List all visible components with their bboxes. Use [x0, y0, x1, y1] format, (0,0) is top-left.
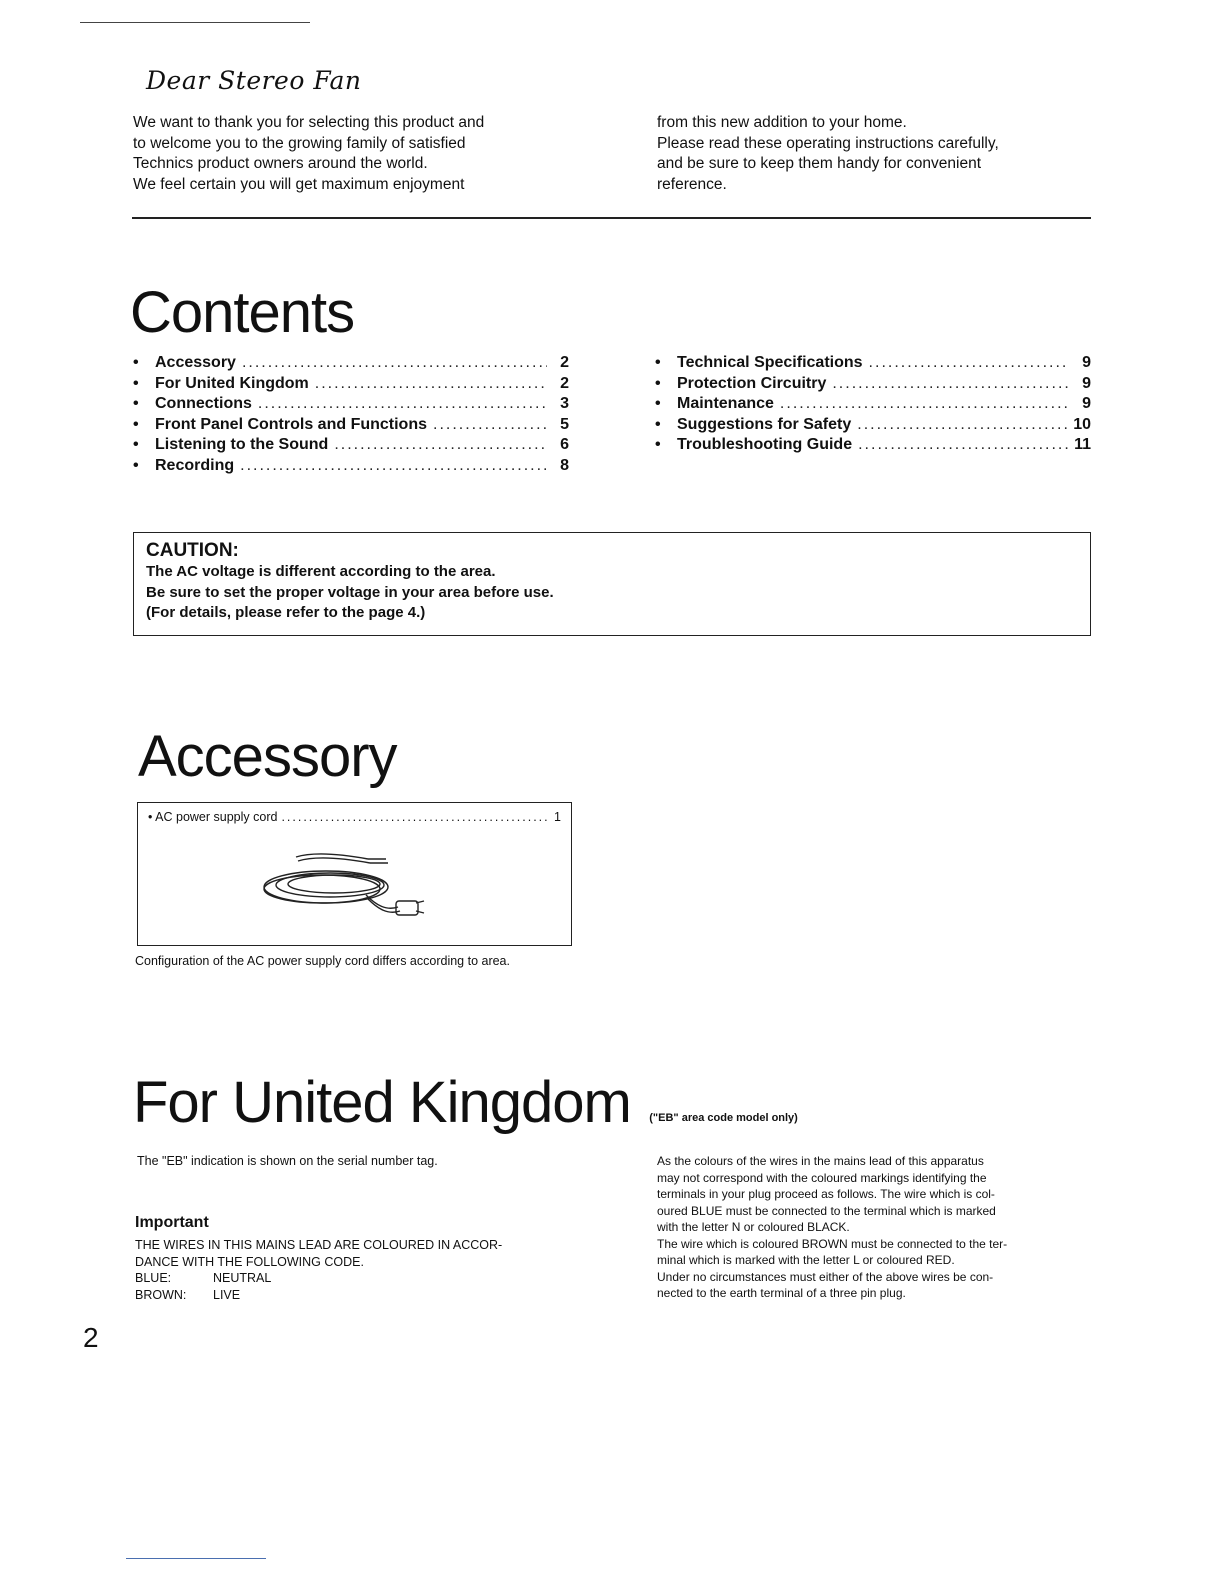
page-number: 2 — [83, 1322, 99, 1353]
accessory-item — [138, 803, 571, 824]
toc-page: 9 — [1082, 395, 1091, 412]
toc-label: Recording — [155, 456, 235, 474]
toc-page: 2 — [560, 374, 569, 392]
toc-page: 8 — [560, 456, 569, 474]
bullet: • — [133, 456, 139, 474]
intro-right-line: from this new addition to your home. — [657, 114, 907, 131]
bullet: • — [655, 354, 661, 371]
toc-entry[interactable] — [133, 374, 569, 395]
wiring-line: The wire which is coloured BROWN must be connected to the ter- — [657, 1236, 1008, 1251]
intro-left-line: to welcome you to the growing family of satisfied — [133, 134, 466, 152]
toc-entry[interactable] — [133, 353, 569, 374]
toc-entry[interactable] — [655, 353, 1091, 374]
bullet: • — [655, 436, 661, 453]
intro-left-line: We feel certain you will get maximum enjoyment — [133, 175, 465, 193]
leader-dots — [315, 374, 547, 395]
bullet: • — [655, 415, 661, 433]
toc-page: 9 — [1082, 354, 1091, 371]
toc-label: For United Kingdom — [155, 374, 309, 392]
wire-color: BROWN: — [135, 1287, 187, 1302]
toc-label: Connections — [155, 395, 252, 412]
leader-dots — [832, 374, 1069, 395]
contents-left-column — [133, 353, 569, 476]
leader-dots — [780, 394, 1069, 415]
eb-indication-text: The "EB" indication is shown on the serial number tag. — [137, 1154, 438, 1168]
toc-label: Technical Specifications — [677, 354, 863, 371]
toc-label: Suggestions for Safety — [677, 415, 852, 433]
intro-right-line: Please read these operating instructions carefully, — [657, 134, 999, 152]
accessory-item-label: • AC power supply cord — [148, 810, 278, 824]
leader-dots — [281, 810, 550, 824]
leader-dots — [334, 435, 547, 456]
important-title: Important — [135, 1214, 209, 1231]
important-text — [135, 1237, 585, 1303]
wiring-line: with the letter N or coloured BLACK. — [657, 1220, 850, 1234]
bullet: • — [133, 374, 139, 392]
toc-label: Troubleshooting Guide — [677, 436, 853, 453]
wire-code-row — [135, 1287, 585, 1304]
bullet: • — [655, 374, 661, 392]
wiring-line: As the colours of the wires in the mains lead of this apparatus — [657, 1154, 984, 1168]
bullet: • — [133, 354, 139, 371]
toc-page: 10 — [1073, 415, 1091, 433]
intro-left — [133, 113, 573, 195]
leader-dots — [242, 353, 547, 374]
intro-left-line: Technics product owners around the world. — [133, 155, 428, 172]
toc-entry[interactable] — [133, 456, 569, 477]
toc-page: 2 — [560, 354, 569, 371]
toc-page: 11 — [1074, 436, 1091, 453]
toc-label: Front Panel Controls and Functions — [155, 415, 427, 433]
intro-right-line: and be sure to keep them handy for convenient — [657, 155, 981, 172]
important-line: DANCE WITH THE FOLLOWING CODE. — [135, 1254, 364, 1269]
bullet: • — [133, 395, 139, 412]
leader-dots — [869, 353, 1069, 374]
wiring-line: nected to the earth terminal of a three pin plug. — [657, 1286, 906, 1300]
wiring-line: minal which is marked with the letter L or coloured RED. — [657, 1253, 955, 1267]
uk-title-note: ("EB" area code model only) — [649, 1111, 798, 1124]
toc-page: 3 — [560, 395, 569, 412]
leader-dots — [857, 415, 1067, 436]
toc-label: Accessory — [155, 354, 236, 371]
accessory-box — [137, 802, 572, 946]
top-rule — [80, 22, 310, 23]
section-divider — [132, 217, 1091, 219]
accessory-title: Accessory — [138, 724, 397, 789]
wire-meaning: NEUTRAL — [213, 1271, 272, 1285]
toc-entry[interactable] — [655, 374, 1091, 395]
accessory-note: Configuration of the AC power supply cord differs according to area. — [135, 954, 510, 968]
toc-page: 6 — [560, 436, 569, 453]
uk-heading — [133, 1070, 798, 1135]
wiring-line: may not correspond with the coloured markings identifying the — [657, 1170, 987, 1185]
leader-dots — [433, 415, 547, 436]
toc-page: 9 — [1082, 374, 1091, 392]
wiring-line: oured BLUE must be connected to the terminal which is marked — [657, 1203, 996, 1218]
leader-dots — [240, 456, 547, 477]
wire-color: BLUE: — [135, 1271, 172, 1285]
caution-title: CAUTION: — [146, 540, 239, 561]
toc-label: Listening to the Sound — [155, 436, 329, 453]
contents-title: Contents — [130, 280, 355, 345]
intro-right-line: reference. — [657, 175, 727, 193]
toc-entry[interactable] — [655, 415, 1091, 436]
toc-label: Protection Circuitry — [677, 374, 827, 392]
toc-entry[interactable] — [133, 415, 569, 436]
bullet: • — [133, 436, 139, 453]
contents-right-column — [655, 353, 1091, 456]
toc-entry[interactable] — [133, 394, 569, 415]
toc-label: Maintenance — [677, 395, 774, 412]
wiring-line: terminals in your plug proceed as follows. The wire which is col- — [657, 1187, 995, 1201]
greeting-heading: Dear Stereo Fan — [146, 66, 362, 95]
toc-entry[interactable] — [655, 435, 1091, 456]
leader-dots — [858, 435, 1068, 456]
bottom-rule — [126, 1558, 266, 1559]
caution-line: The AC voltage is different according to the area. — [146, 563, 496, 580]
caution-line: (For details, please refer to the page 4.) — [146, 604, 426, 621]
caution-box — [133, 532, 1091, 636]
power-cord-illustration — [256, 845, 436, 921]
caution-line: Be sure to set the proper voltage in your area before use. — [146, 583, 554, 601]
bullet: • — [133, 415, 139, 433]
important-line: THE WIRES IN THIS MAINS LEAD ARE COLOURED IN ACCOR- — [135, 1238, 503, 1252]
wire-code-row — [135, 1270, 585, 1287]
toc-entry[interactable] — [655, 394, 1091, 415]
bullet: • — [655, 395, 661, 412]
intro-right — [657, 113, 1097, 195]
accessory-item-qty: 1 — [554, 810, 561, 824]
uk-wiring-instructions — [657, 1153, 1102, 1302]
toc-entry[interactable] — [133, 435, 569, 456]
wiring-line: Under no circumstances must either of the above wires be con- — [657, 1269, 994, 1284]
intro-left-line: We want to thank you for selecting this product and — [133, 114, 485, 131]
wire-meaning: LIVE — [213, 1287, 241, 1302]
toc-page: 5 — [560, 415, 569, 433]
leader-dots — [258, 394, 547, 415]
uk-title: For United Kingdom — [133, 1070, 631, 1135]
